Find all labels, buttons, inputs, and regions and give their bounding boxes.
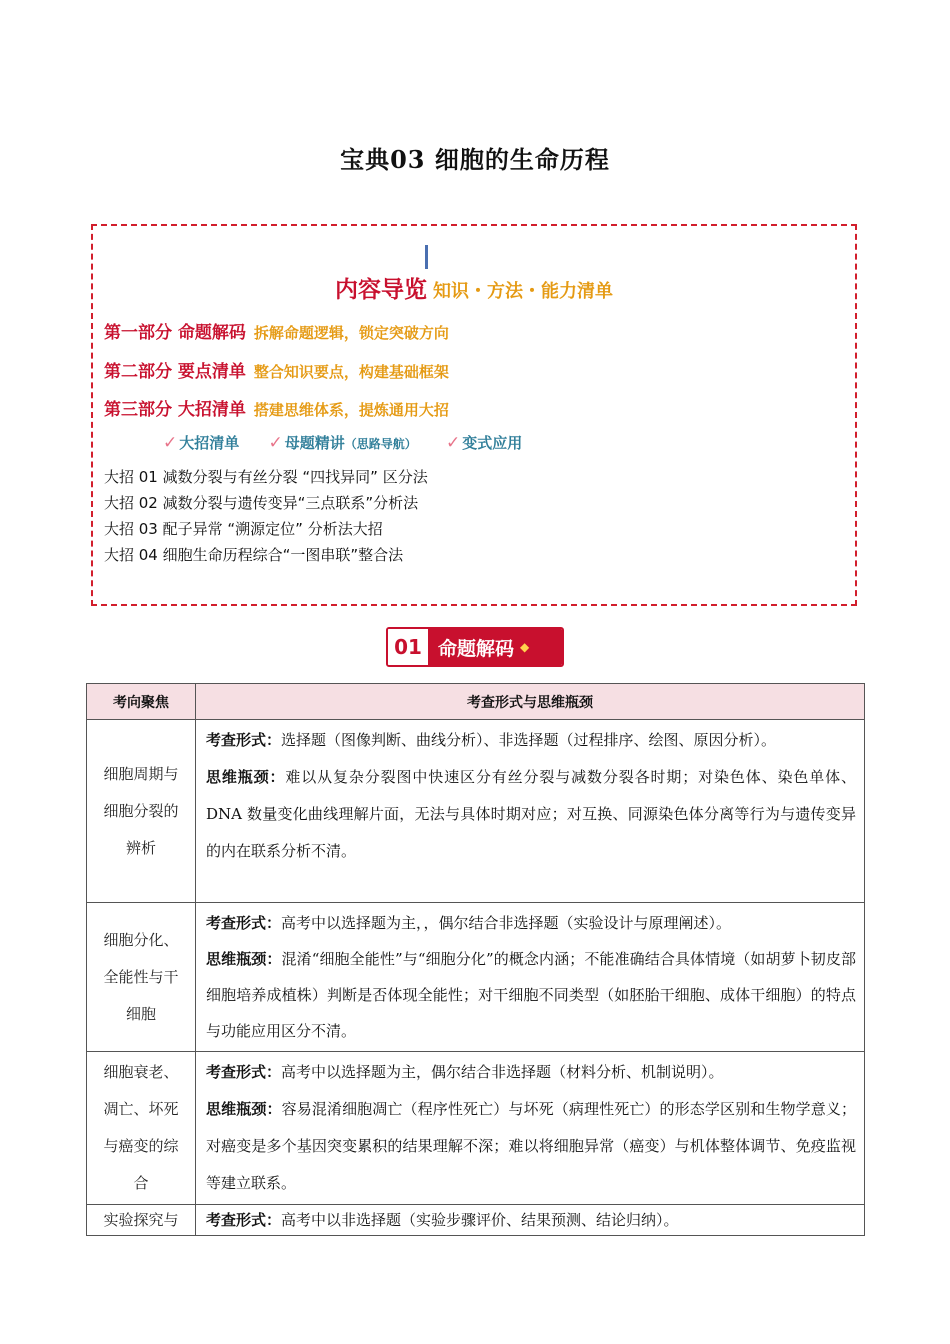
part-2 [104, 357, 449, 382]
overview-heading [93, 271, 855, 304]
part-1 [104, 318, 449, 343]
check-icon: ✓ [268, 433, 283, 453]
part-3-label: 第三部分 大招清单 [104, 400, 246, 420]
row-topic: 细胞衰老、凋亡、坏死与癌变的综合 [87, 1052, 196, 1205]
row-desc: 考查形式：高考中以选择题为主，，偶尔结合非选择题（实验设计与原理阐述）。 思维瓶颈：混淆“细胞全能性”与“细胞分化”的概念内涵；不能准确结合具体情境（如胡萝卜韧皮部细胞培养成植株）判断是否体现全能性；对干细胞不同类型（如胚胎干细胞、成体干细胞）的特点与功能应用区分不清。 [196, 903, 865, 1052]
part-2-label: 第二部分 要点清单 [104, 362, 246, 382]
row-desc: 考查形式：高考中以选择题为主，偶尔结合非选择题（材料分析、机制说明）。 思维瓶颈：容易混淆细胞凋亡（程序性死亡）与坏死（病理性死亡）的形态学区别和生物学意义；对癌变是多个基因突变累积的结果理解不深；难以将细胞异常（癌变）与机体整体调节、免疫监视等建立联系。 [196, 1052, 865, 1205]
page-title: 宝典03 细胞的生命历程 [340, 145, 610, 174]
section-badge [386, 627, 564, 667]
part-2-desc: 整合知识要点，构建基础框架 [253, 363, 449, 381]
check-icon: ✓ [163, 433, 178, 453]
row-topic: 细胞周期与细胞分裂的辨析 [87, 720, 196, 903]
move-item: 大招 03 配子异常 “溯源定位” 分析法大招 [104, 520, 383, 538]
part-1-label: 第一部分 命题解码 [104, 323, 246, 343]
cursor-marker [425, 245, 428, 269]
row-desc: 考查形式：高考中以非选择题（实验步骤评价、结果预测、结论归纳）。 [196, 1205, 865, 1236]
diamond-icon: ◆ [520, 640, 530, 654]
overview-title: 内容导览 [335, 277, 427, 303]
table-header-row [87, 684, 865, 720]
tag-variant-application: ✓ 变式应用 [446, 433, 523, 453]
moves-list [104, 464, 428, 568]
move-item: 大招 01 减数分裂与有丝分裂 “四找异同” 区分法 [104, 468, 428, 486]
tag-mother-questions: ✓ 母题精讲（思路导航） [268, 433, 417, 453]
tag-moves-list: ✓ 大招清单 [163, 433, 240, 453]
section-label: 命题解码 [438, 637, 515, 660]
section-number: 01 [388, 629, 428, 665]
check-icon: ✓ [446, 433, 461, 453]
part-3 [104, 395, 449, 420]
table-row [87, 1052, 865, 1205]
tag-row [163, 432, 546, 453]
header-form: 考查形式与思维瓶颈 [196, 684, 865, 720]
table-row [87, 1205, 865, 1236]
row-topic: 细胞分化、全能性与干细胞 [87, 903, 196, 1052]
overview-subtitle: 知识・方法・能力清单 [433, 281, 613, 302]
move-item: 大招 04 细胞生命历程综合“一图串联”整合法 [104, 546, 404, 564]
content-overview-box [91, 224, 857, 606]
section-label-box [428, 629, 562, 665]
move-item: 大招 02 减数分裂与遗传变异“三点联系”分析法 [104, 494, 419, 512]
table-row [87, 720, 865, 903]
table-row [87, 903, 865, 1052]
part-3-desc: 搭建思维体系，提炼通用大招 [253, 401, 449, 419]
header-focus: 考向聚焦 [87, 684, 196, 720]
part-1-desc: 拆解命题逻辑，锁定突破方向 [253, 324, 449, 342]
row-topic: 实验探究与 [87, 1205, 196, 1236]
analysis-table [86, 683, 865, 1236]
row-desc: 考查形式：选择题（图像判断、曲线分析）、非选择题（过程排序、绘图、原因分析）。 思维瓶颈：难以从复杂分裂图中快速区分有丝分裂与减数分裂各时期；对染色体、染色单体、DNA 数量变化曲线理解片面，无法与具体时期对应；对互换、同源染色体分离等行为与遗传变异的内在联系分析不清。 [196, 720, 865, 903]
